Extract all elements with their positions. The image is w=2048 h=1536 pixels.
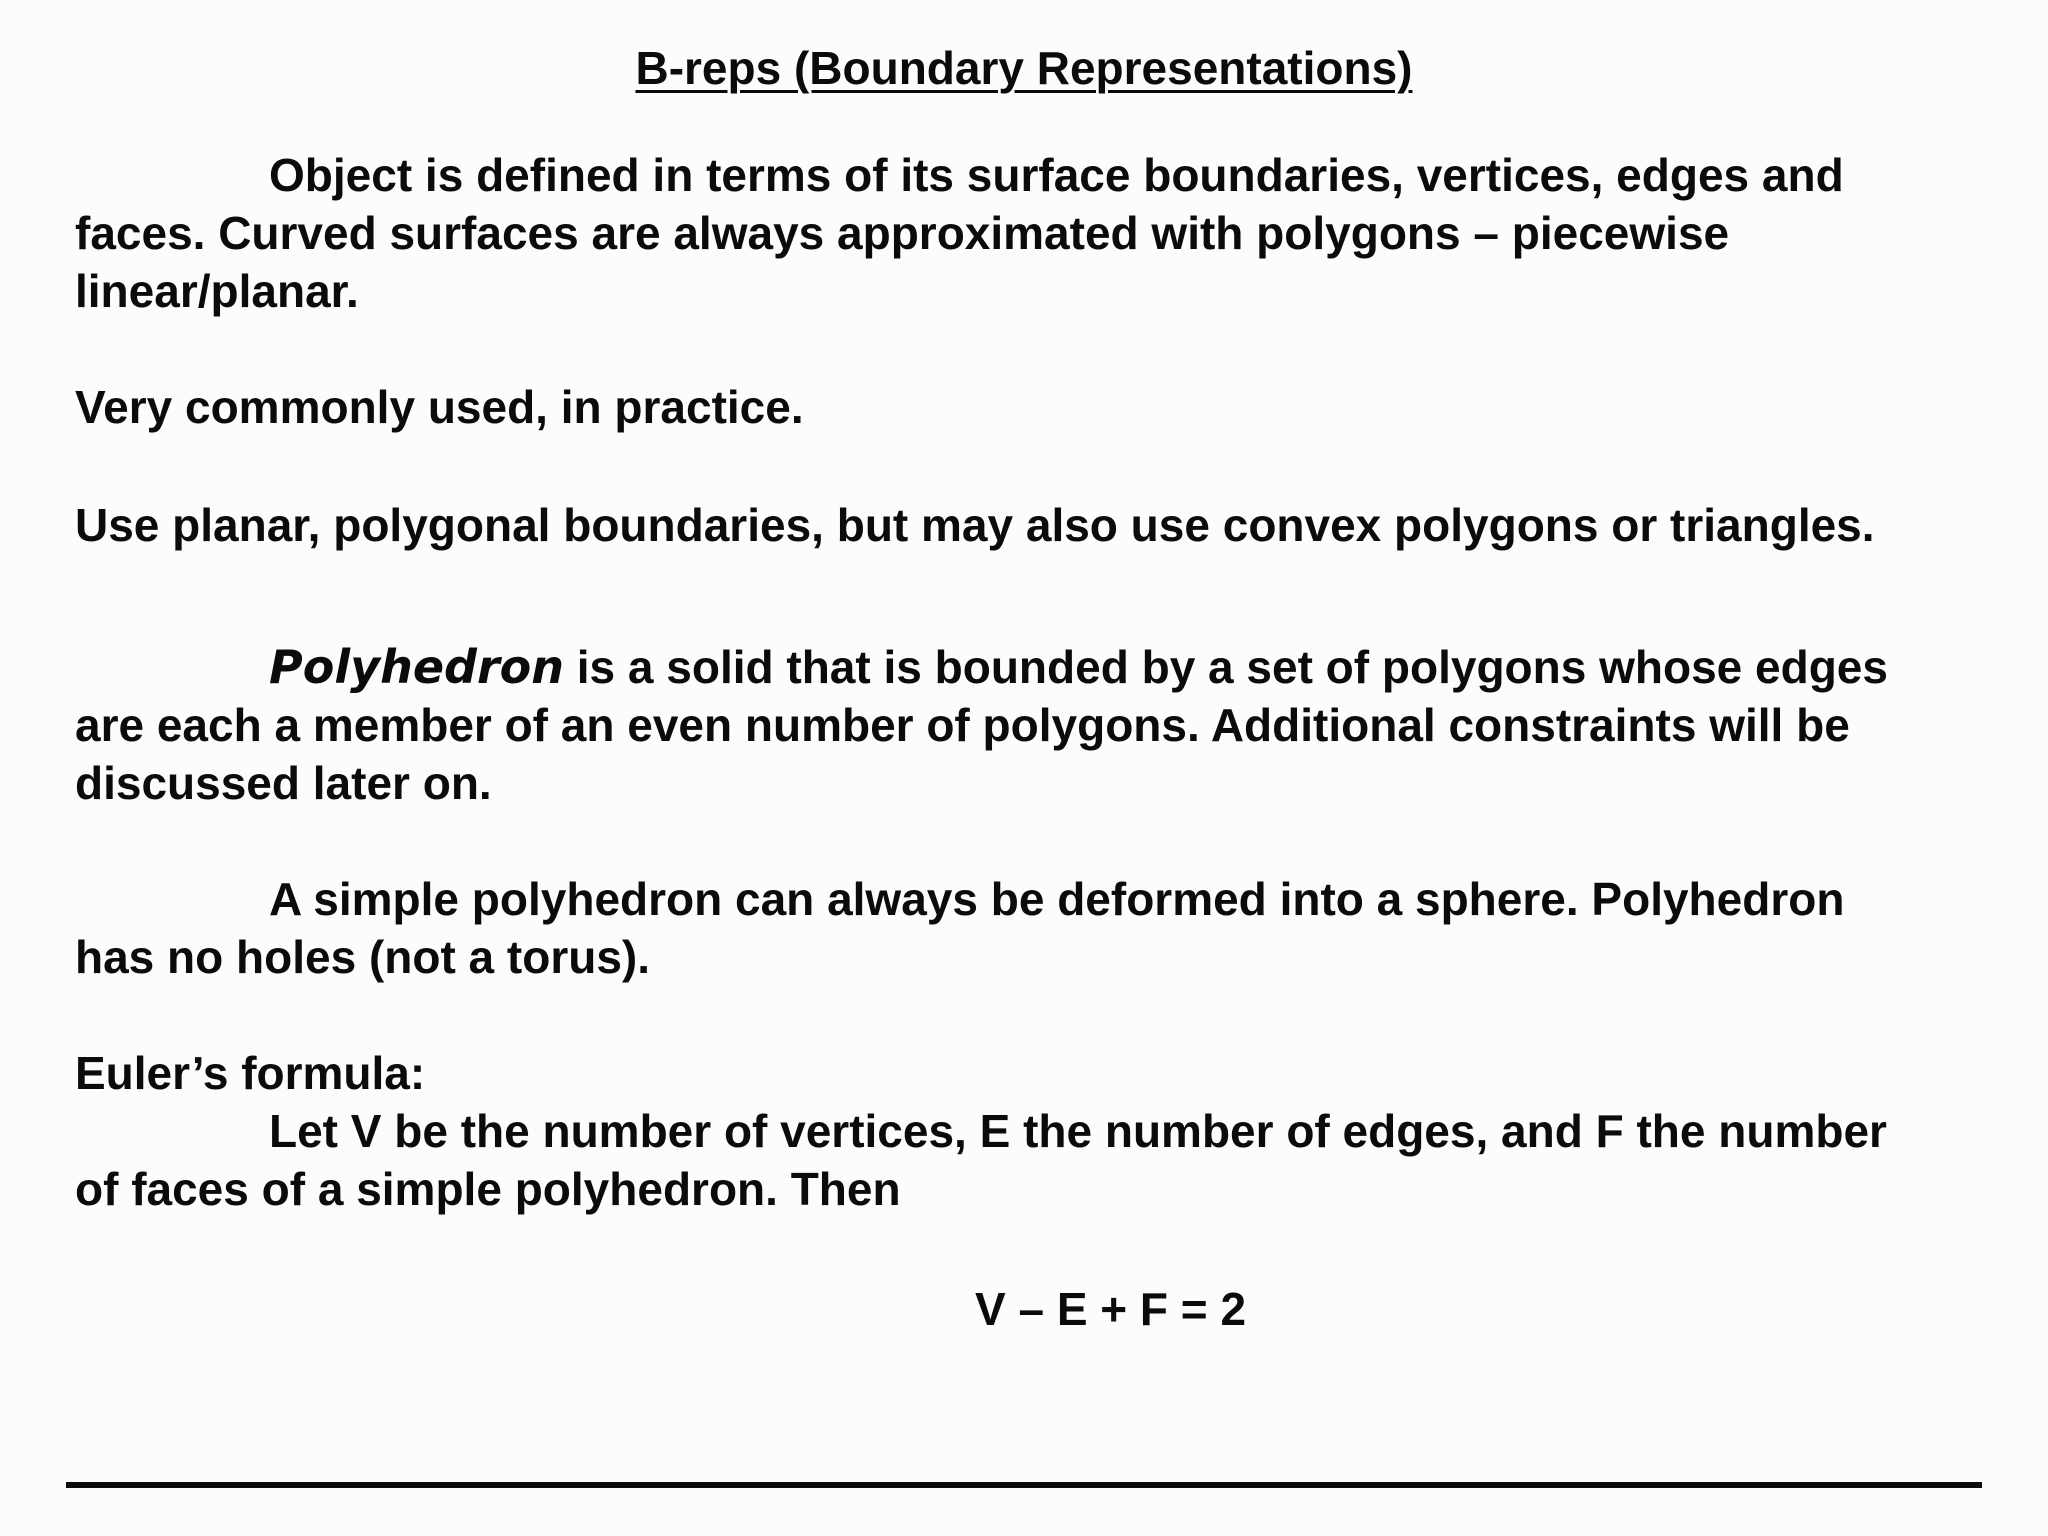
page-title: B-reps (Boundary Representations) — [635, 42, 1413, 94]
simple-polyhedron-paragraph — [75, 870, 1995, 986]
definition-line-1: Object is defined in terms of its surface boundaries, vertices, edges and — [269, 149, 1844, 201]
euler-formula: V – E + F = 2 — [975, 1283, 1247, 1335]
euler-paragraph — [75, 1044, 1995, 1218]
polyhedron-line-1: is a solid that is bounded by a set of polygons whose edges — [563, 641, 1888, 693]
euler-line-1: Let V be the number of vertices, E the number of edges, and F the number — [269, 1105, 1887, 1157]
polyhedron-paragraph — [75, 638, 1995, 812]
polyhedron-line-3: discussed later on. — [75, 757, 492, 809]
usage-paragraph: Very commonly used, in practice. — [75, 381, 804, 433]
polyhedron-line-2: are each a member of an even number of polygons. Additional constraints will be — [75, 699, 1850, 751]
bottom-divider — [66, 1482, 1982, 1488]
boundaries-paragraph: Use planar, polygonal boundaries, but may also use convex polygons or triangles. — [75, 499, 1875, 551]
simple-polyhedron-line-1: A simple polyhedron can always be deformed into a sphere. Polyhedron — [269, 873, 1845, 925]
simple-polyhedron-line-2: has no holes (not a torus). — [75, 931, 651, 983]
polyhedron-term: Polyhedron — [269, 640, 564, 694]
definition-paragraph — [75, 146, 1995, 320]
euler-heading: Euler’s formula: — [75, 1047, 426, 1099]
definition-line-2: faces. Curved surfaces are always approximated with polygons – piecewise — [75, 207, 1730, 259]
euler-line-2: of faces of a simple polyhedron. Then — [75, 1163, 901, 1215]
definition-line-3: linear/planar. — [75, 265, 359, 317]
